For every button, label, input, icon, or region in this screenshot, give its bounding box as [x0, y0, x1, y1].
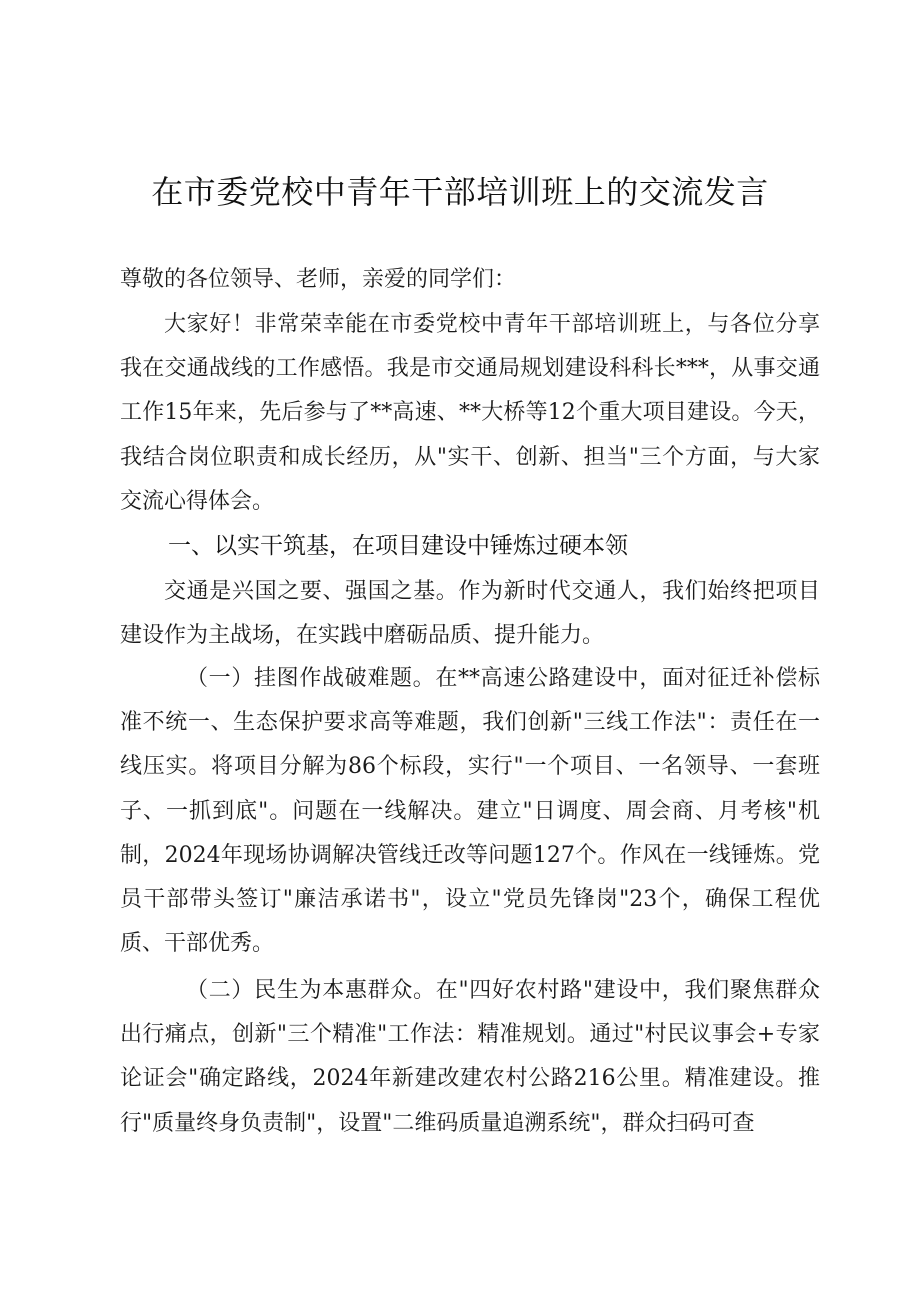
document-title: 在市委党校中青年干部培训班上的交流发言 — [151, 173, 769, 211]
salutation: 尊敬的各位领导、老师，亲爱的同学们： — [120, 267, 517, 292]
section-heading-1: 一、以实干筑基，在项目建设中锤炼过硬本领 — [168, 533, 628, 559]
paragraph-intro: 大家好！非常荣幸能在市委党校中青年干部培训班上，与各位分享我在交通战线的工作感悟。我是市交通局规划建设科科长***，从事交通工作15年来，先后参与了**高速、**大桥等12个重大项目建设。今天，我结合岗位职责和成长经历，从"实干、创新、担当"三个方面，与大家交流心得体会。 — [120, 312, 820, 514]
section1-intro: 交通是兴国之要、强国之基。作为新时代交通人，我们始终把项目建设作为主战场，在实践中磨砺品质、提升能力。 — [120, 579, 820, 649]
section1-item-2: （二）民生为本惠群众。在"四好农村路"建设中，我们聚焦群众出行痛点，创新"三个精准"工作法：精准规划。通过"村民议事会+专家论证会"确定路线，2024年新建改建农村公路216公里。精准建设。推行"质量终身负责制"，设置"二维码质量追溯系统"，群众扫码可查 — [120, 978, 820, 1136]
section1-item-1: （一）挂图作战破难题。在**高速公路建设中，面对征迁补偿标准不统一、生态保护要求高等难题，我们创新"三线工作法"：责任在一线压实。将项目分解为86个标段，实行"一个项目、一名领导、一套班子、一抓到底"。问题在一线解决。建立"日调度、周会商、月考核"机制，2024年现场协调解决管线迁改等问题127个。作风在一线锤炼。党员干部带头签订"廉洁承诺书"，设立"党员先锋岗"23个，确保工程优质、干部优秀。 — [120, 666, 820, 957]
